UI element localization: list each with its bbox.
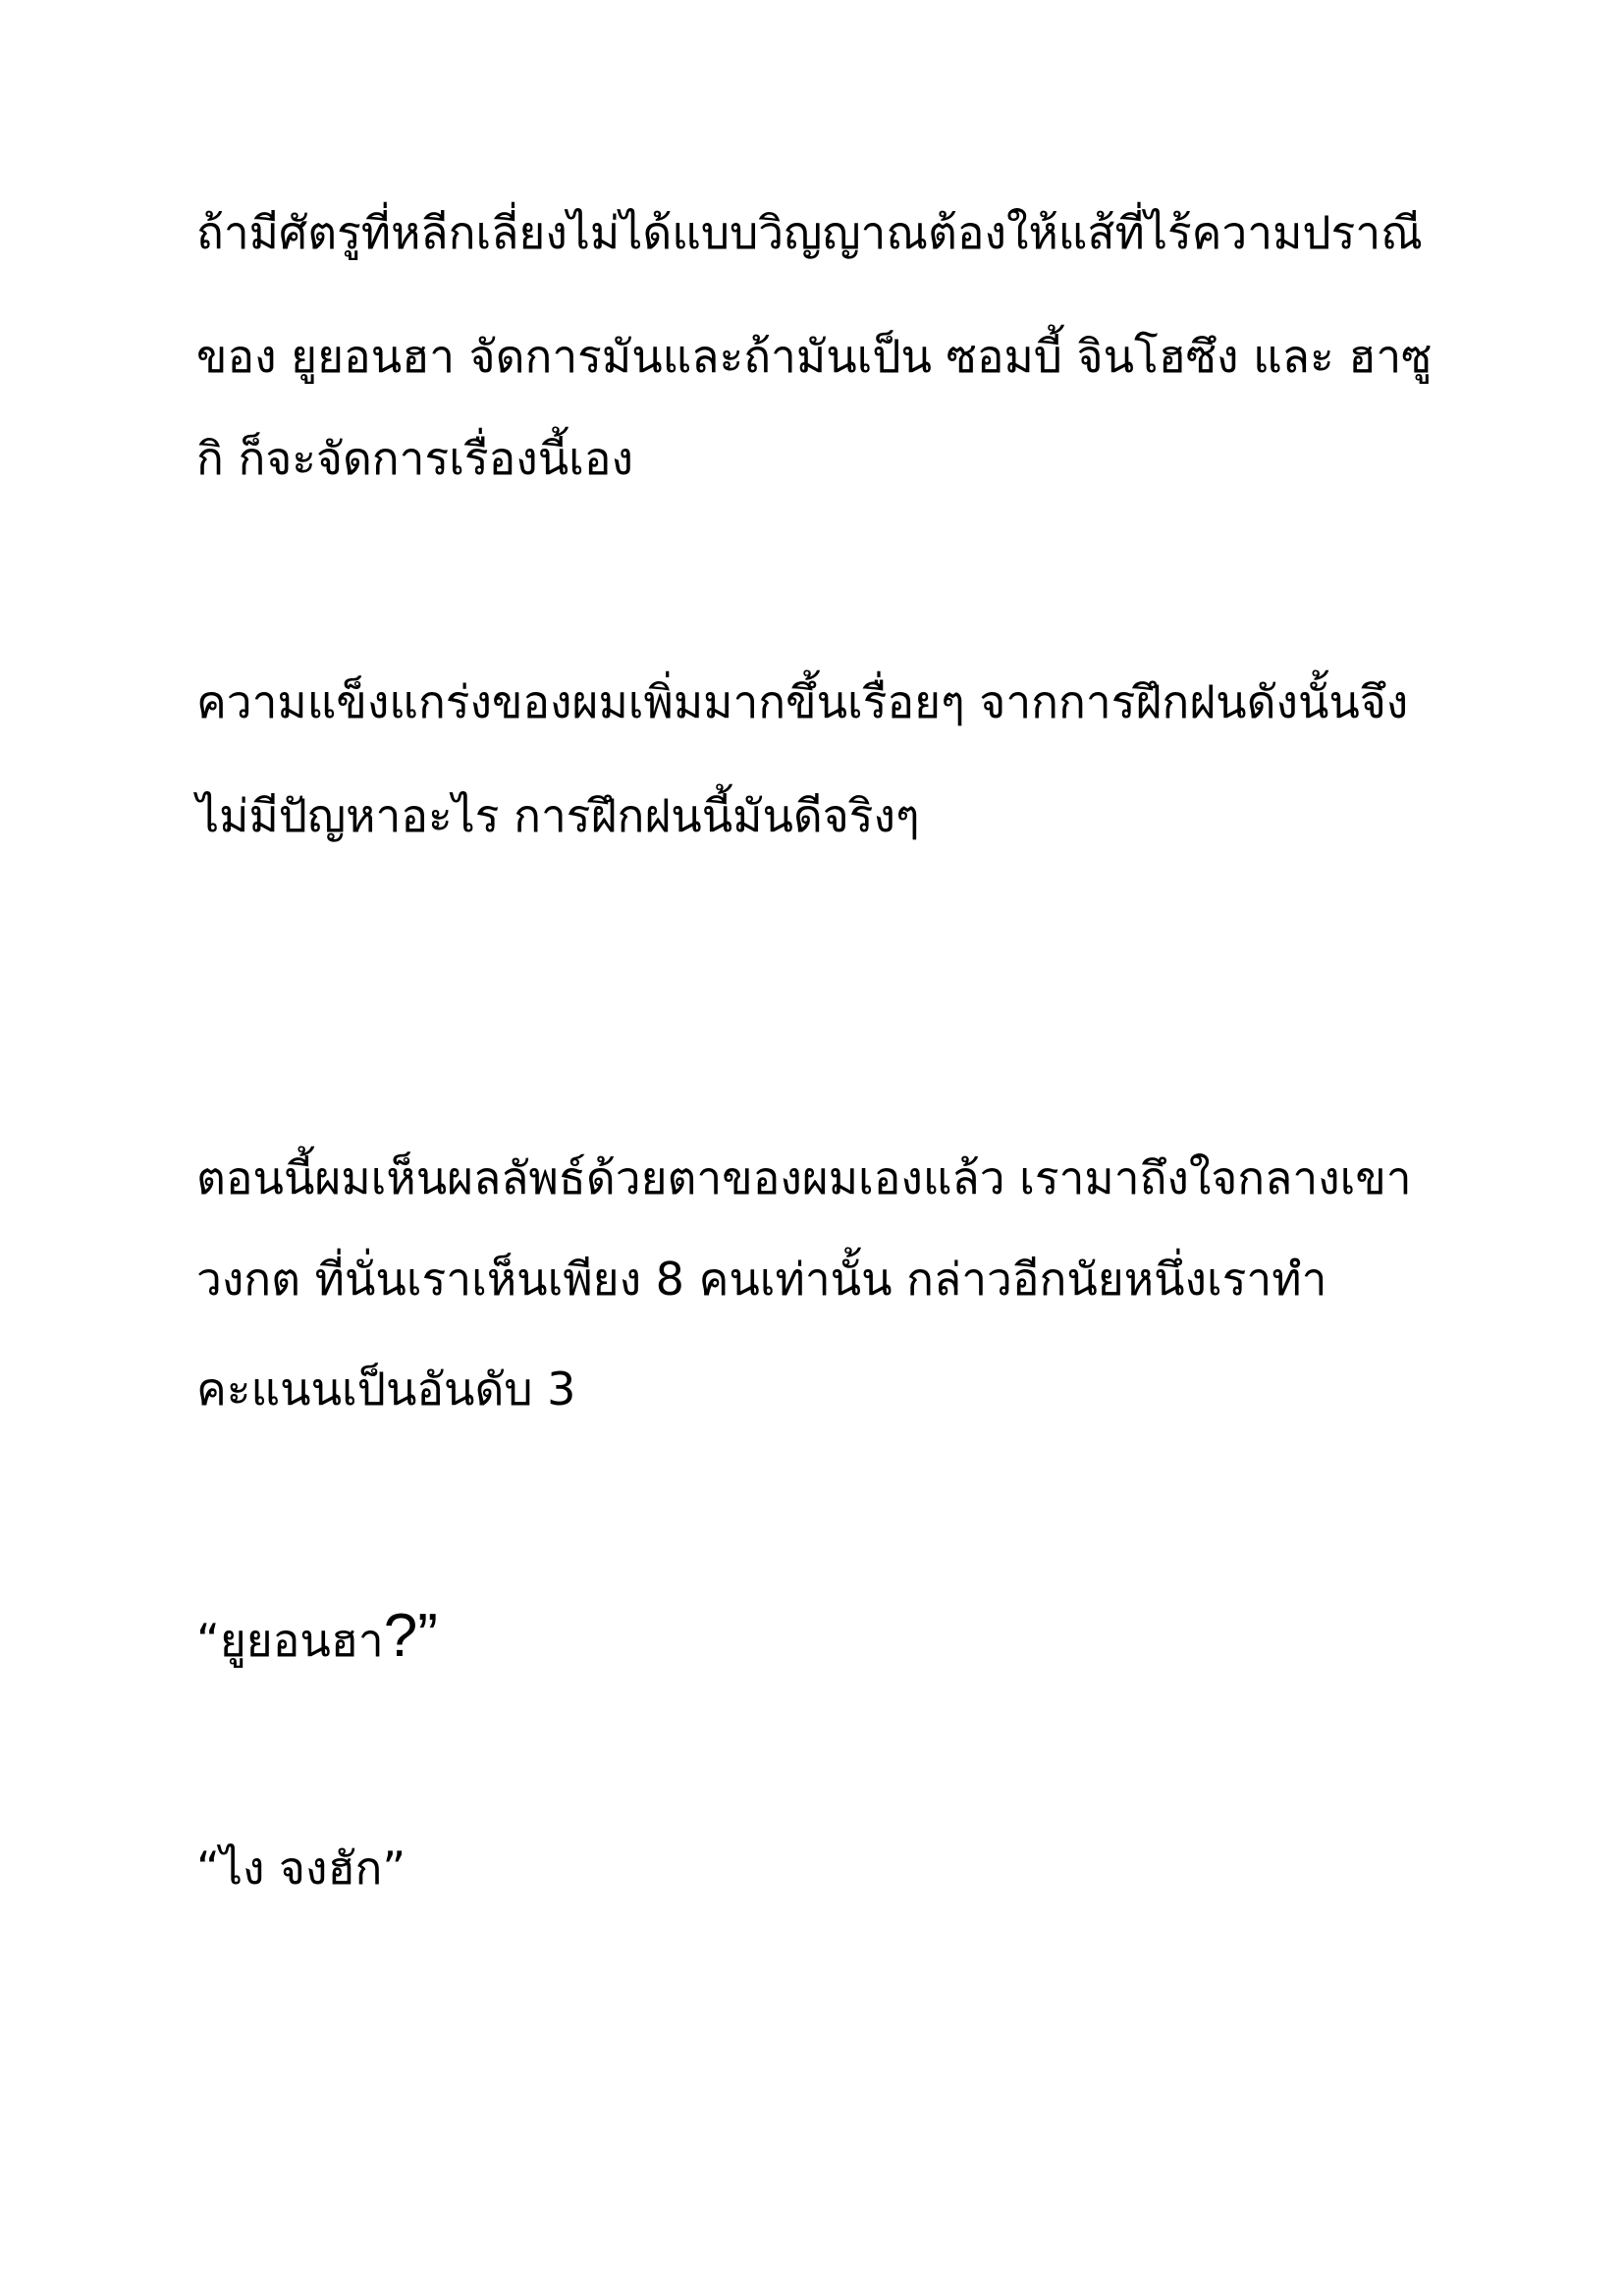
- paragraph-2-line-2: ไม่มีปัญหาอะไร การฝึกฝนนี้มันดีจริงๆ: [196, 789, 920, 842]
- paragraph-3-line-2: วงกต ที่นั่นเราเห็นเพียง 8 คนเท่านั้น กล่าวอีกนัยหนึ่งเราทำ: [196, 1253, 1327, 1306]
- paragraph-3-line-3: คะแนนเป็นอันดับ 3: [196, 1362, 576, 1415]
- paragraph-1-line-3: กิ ก็จะจัดการเรื่องนี้เอง: [196, 432, 633, 485]
- paragraph-2-line-1: ความแข็งแกร่งของผมเพิ่มมากขึ้นเรื่อยๆ จากการฝึกฝนดังนั้นจึง: [196, 675, 1409, 728]
- paragraph-1-line-2: ของ ยูยอนฮา จัดการมันและถ้ามันเป็น ซอมบี้ จินโฮซึง และ ฮาซู: [196, 330, 1433, 383]
- dialogue-line-1-tail: ?”: [383, 1602, 438, 1670]
- paragraph-3-line-1: ตอนนี้ผมเห็นผลลัพธ์ด้วยตาของผมเองแล้ว เรามาถึงใจกลางเขา: [196, 1151, 1412, 1204]
- dialogue-line-2: “ไง จงฮัก”: [196, 1842, 406, 1895]
- dialogue-line-1-text: “ยูยอนฮา: [196, 1614, 384, 1667]
- dialogue-line-1: [196, 1602, 1473, 1675]
- paragraph-1-line-1: ถ้ามีศัตรูที่หลีกเลี่ยงไม่ได้แบบวิญญาณต้องให้แส้ที่ไร้ความปราณี: [196, 206, 1423, 259]
